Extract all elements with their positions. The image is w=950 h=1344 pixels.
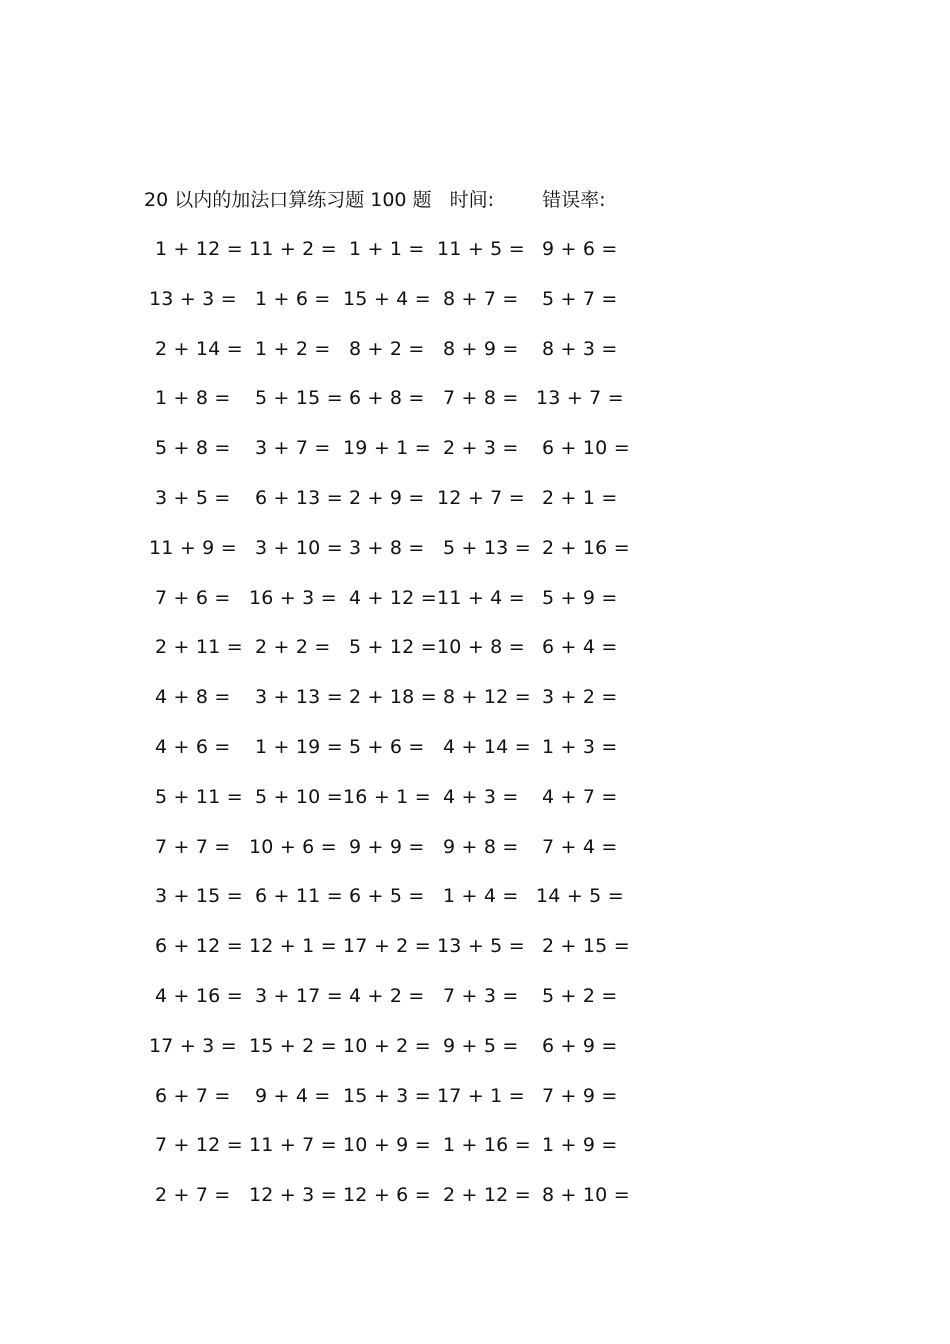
- problem-item: 16 + 1 =: [343, 786, 431, 808]
- problem-item: 16 + 3 =: [249, 587, 337, 609]
- problem-item: 2 + 3 =: [443, 437, 519, 459]
- worksheet-header: [144, 186, 605, 214]
- problem-item: 6 + 11 =: [255, 885, 343, 907]
- problem-item: 13 + 3 =: [149, 288, 237, 310]
- problem-item: 2 + 14 =: [155, 338, 243, 360]
- problem-item: 6 + 5 =: [349, 885, 425, 907]
- problem-item: 6 + 7 =: [155, 1085, 231, 1107]
- error-rate-label: 错误率:: [542, 189, 606, 211]
- problem-item: 6 + 13 =: [255, 487, 343, 509]
- problem-item: 15 + 2 =: [249, 1035, 337, 1057]
- problem-item: 9 + 8 =: [443, 836, 519, 858]
- problem-item: 3 + 13 =: [255, 686, 343, 708]
- problem-item: 1 + 2 =: [255, 338, 331, 360]
- problem-item: 3 + 5 =: [155, 487, 231, 509]
- problem-item: 5 + 7 =: [542, 288, 618, 310]
- problem-item: 6 + 9 =: [542, 1035, 618, 1057]
- problem-item: 4 + 14 =: [443, 736, 531, 758]
- problem-item: 12 + 1 =: [249, 935, 337, 957]
- problem-item: 6 + 10 =: [542, 437, 630, 459]
- problem-item: 4 + 8 =: [155, 686, 231, 708]
- problem-item: 4 + 6 =: [155, 736, 231, 758]
- problem-item: 1 + 19 =: [255, 736, 343, 758]
- problem-item: 12 + 7 =: [437, 487, 525, 509]
- problem-item: 7 + 7 =: [155, 836, 231, 858]
- problem-item: 8 + 9 =: [443, 338, 519, 360]
- problem-item: 6 + 4 =: [542, 636, 618, 658]
- problem-item: 11 + 7 =: [249, 1134, 337, 1156]
- problem-item: 10 + 2 =: [343, 1035, 431, 1057]
- problem-item: 3 + 7 =: [255, 437, 331, 459]
- problem-item: 5 + 8 =: [155, 437, 231, 459]
- time-label: 时间:: [449, 189, 495, 211]
- problem-item: 8 + 12 =: [443, 686, 531, 708]
- problem-item: 3 + 17 =: [255, 985, 343, 1007]
- problem-item: 9 + 5 =: [443, 1035, 519, 1057]
- problem-item: 9 + 4 =: [255, 1085, 331, 1107]
- problem-item: 3 + 2 =: [542, 686, 618, 708]
- problem-item: 8 + 2 =: [349, 338, 425, 360]
- problem-item: 13 + 5 =: [437, 935, 525, 957]
- problem-item: 9 + 9 =: [349, 836, 425, 858]
- problem-item: 10 + 8 =: [437, 636, 525, 658]
- problem-item: 9 + 6 =: [542, 238, 618, 260]
- problem-item: 10 + 6 =: [249, 836, 337, 858]
- problem-item: 2 + 15 =: [542, 935, 630, 957]
- problem-item: 5 + 9 =: [542, 587, 618, 609]
- problem-item: 12 + 6 =: [343, 1184, 431, 1206]
- problem-item: 1 + 4 =: [443, 885, 519, 907]
- problem-item: 1 + 8 =: [155, 387, 231, 409]
- problem-item: 5 + 11 =: [155, 786, 243, 808]
- problem-item: 14 + 5 =: [536, 885, 624, 907]
- problem-item: 1 + 12 =: [155, 238, 243, 260]
- worksheet-title: 20 以内的加法口算练习题 100 题: [144, 189, 432, 211]
- problem-item: 1 + 9 =: [542, 1134, 618, 1156]
- problem-item: 2 + 16 =: [542, 537, 630, 559]
- problem-item: 17 + 3 =: [149, 1035, 237, 1057]
- problem-item: 4 + 3 =: [443, 786, 519, 808]
- problem-item: 11 + 5 =: [437, 238, 525, 260]
- problem-item: 2 + 11 =: [155, 636, 243, 658]
- problem-item: 1 + 3 =: [542, 736, 618, 758]
- problem-item: 7 + 6 =: [155, 587, 231, 609]
- problem-item: 3 + 8 =: [349, 537, 425, 559]
- problem-item: 2 + 1 =: [542, 487, 618, 509]
- problem-item: 7 + 12 =: [155, 1134, 243, 1156]
- problem-item: 4 + 12 =: [349, 587, 437, 609]
- problem-item: 5 + 6 =: [349, 736, 425, 758]
- problem-item: 4 + 16 =: [155, 985, 243, 1007]
- problem-item: 5 + 12 =: [349, 636, 437, 658]
- problem-item: 11 + 4 =: [437, 587, 525, 609]
- problem-item: 5 + 2 =: [542, 985, 618, 1007]
- problem-item: 6 + 12 =: [155, 935, 243, 957]
- problem-item: 8 + 3 =: [542, 338, 618, 360]
- problem-item: 3 + 15 =: [155, 885, 243, 907]
- problem-item: 7 + 4 =: [542, 836, 618, 858]
- problem-item: 4 + 7 =: [542, 786, 618, 808]
- problem-item: 7 + 9 =: [542, 1085, 618, 1107]
- problem-item: 17 + 2 =: [343, 935, 431, 957]
- problem-item: 11 + 2 =: [249, 238, 337, 260]
- problem-item: 7 + 8 =: [443, 387, 519, 409]
- problem-item: 1 + 16 =: [443, 1134, 531, 1156]
- problem-item: 13 + 7 =: [536, 387, 624, 409]
- problem-item: 10 + 9 =: [343, 1134, 431, 1156]
- problem-item: 2 + 9 =: [349, 487, 425, 509]
- problem-item: 6 + 8 =: [349, 387, 425, 409]
- problem-item: 19 + 1 =: [343, 437, 431, 459]
- problem-item: 2 + 2 =: [255, 636, 331, 658]
- problem-item: 5 + 15 =: [255, 387, 343, 409]
- problem-item: 3 + 10 =: [255, 537, 343, 559]
- problem-item: 1 + 6 =: [255, 288, 331, 310]
- problem-item: 11 + 9 =: [149, 537, 237, 559]
- problem-item: 7 + 3 =: [443, 985, 519, 1007]
- problem-item: 2 + 18 =: [349, 686, 437, 708]
- problem-item: 8 + 10 =: [542, 1184, 630, 1206]
- problem-item: 5 + 13 =: [443, 537, 531, 559]
- problem-item: 8 + 7 =: [443, 288, 519, 310]
- problem-item: 1 + 1 =: [349, 238, 425, 260]
- problem-item: 2 + 12 =: [443, 1184, 531, 1206]
- problem-item: 5 + 10 =: [255, 786, 343, 808]
- problem-item: 15 + 4 =: [343, 288, 431, 310]
- problem-item: 15 + 3 =: [343, 1085, 431, 1107]
- problem-item: 2 + 7 =: [155, 1184, 231, 1206]
- problem-item: 17 + 1 =: [437, 1085, 525, 1107]
- problem-item: 12 + 3 =: [249, 1184, 337, 1206]
- problem-item: 4 + 2 =: [349, 985, 425, 1007]
